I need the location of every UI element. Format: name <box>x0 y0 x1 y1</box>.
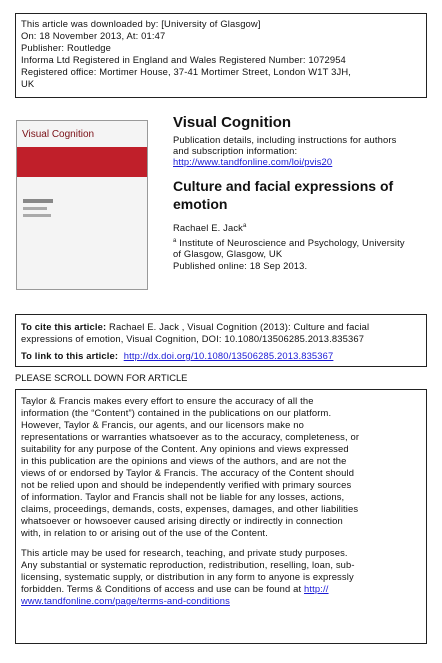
cover-title: Visual Cognition <box>22 129 95 140</box>
disclaimer-box <box>15 389 427 644</box>
disclaimer-line: with, in relation to or arising out of the use of the Content. <box>21 527 268 538</box>
terms-link-part-2[interactable]: www.tandfonline.com/page/terms-and-conditions <box>21 595 230 606</box>
doi-link[interactable]: http://dx.doi.org/10.1080/13506285.2013.835367 <box>123 350 334 361</box>
affiliation-superscript: a <box>173 238 177 244</box>
affiliation-text-1: Institute of Neuroscience and Psychology, University <box>179 237 405 249</box>
scroll-notice: PLEASE SCROLL DOWN FOR ARTICLE <box>15 372 188 383</box>
disclaimer-line: Taylor & Francis makes every effort to ensure the accuracy of all the <box>21 395 314 406</box>
disclaimer-line: views of or endorsed by Taylor & Francis. The accuracy of the Content should <box>21 467 355 478</box>
journal-url-link[interactable]: http://www.tandfonline.com/loi/pvis20 <box>173 156 333 167</box>
disclaimer-line: suitability for any purpose of the Content. Any opinions and views expressed <box>21 443 349 454</box>
author-line <box>173 221 247 233</box>
journal-details-1: Publication details, including instructions for authors <box>173 134 397 145</box>
journal-cover-image <box>16 120 148 290</box>
terms-line <box>21 583 329 594</box>
cite-label: To cite this article: <box>21 321 107 332</box>
published-date: Published online: 18 Sep 2013. <box>173 260 308 271</box>
download-line-5: Registered office: Mortimer House, 37-41 Mortimer Street, London W1T 3JH, <box>21 66 352 77</box>
download-line-4: Informa Ltd Registered in England and Wales Registered Number: 1072954 <box>21 54 346 65</box>
disclaimer-line: information (the “Content”) contained in the publications on our platform. <box>21 407 332 418</box>
download-line-2: On: 18 November 2013, At: 01:47 <box>21 30 166 41</box>
download-line-6: UK <box>21 78 35 89</box>
cover-band <box>17 147 147 177</box>
terms-text: forbidden. Terms & Conditions of access and use can be found at <box>21 583 305 594</box>
terms-line: This article may be used for research, teaching, and private study purposes. <box>21 547 348 558</box>
disclaimer-line: claims, proceedings, demands, costs, expenses, damages, and other liabilities <box>21 503 359 514</box>
disclaimer-line: in this publication are the opinions and views of the authors, and are not the <box>21 455 347 466</box>
download-line-1: This article was downloaded by: [University of Glasgow] <box>21 18 261 29</box>
link-line <box>21 350 333 361</box>
cite-text-1: Rachael E. Jack , Visual Cognition (2013): Culture and facial <box>106 321 370 332</box>
affiliation-line-1 <box>173 236 405 248</box>
terms-link-part-1[interactable]: http:// <box>304 583 329 594</box>
terms-line <box>21 595 230 606</box>
cover-decoration <box>23 199 53 203</box>
affiliation-line-2: of Glasgow, Glasgow, UK <box>173 248 283 259</box>
cite-line-2: expressions of emotion, Visual Cognition, DOI: 10.1080/13506285.2013.835367 <box>21 333 365 344</box>
download-line-3: Publisher: Routledge <box>21 42 112 53</box>
terms-line: licensing, systematic supply, or distribution in any form to anyone is expressly <box>21 571 354 582</box>
disclaimer-line: not be relied upon and should be independently verified with primary sources <box>21 479 352 490</box>
download-info-box <box>15 13 427 98</box>
link-label: To link to this article: <box>21 350 119 361</box>
article-title-line-1: Culture and facial expressions of <box>173 178 394 194</box>
cover-decoration <box>23 214 51 217</box>
citation-box <box>15 314 427 367</box>
terms-line: Any substantial or systematic reproduction, redistribution, reselling, loan, sub- <box>21 559 355 570</box>
cite-line-1 <box>21 321 369 332</box>
disclaimer-line: However, Taylor & Francis, our agents, and our licensors make no <box>21 419 304 430</box>
cover-decoration <box>23 207 47 210</box>
journal-title: Visual Cognition <box>173 114 292 131</box>
journal-details-2: and subscription information: <box>173 145 298 156</box>
disclaimer-line: representations or warranties whatsoever as to the accuracy, completeness, or <box>21 431 360 442</box>
author-superscript: a <box>243 223 247 229</box>
disclaimer-line: whatsoever or howsoever caused arising directly or indirectly in connection <box>21 515 343 526</box>
disclaimer-line: of information. Taylor and Francis shall not be liable for any losses, actions, <box>21 491 345 502</box>
author-name: Rachael E. Jack <box>173 222 243 234</box>
article-title-line-2: emotion <box>173 196 228 212</box>
